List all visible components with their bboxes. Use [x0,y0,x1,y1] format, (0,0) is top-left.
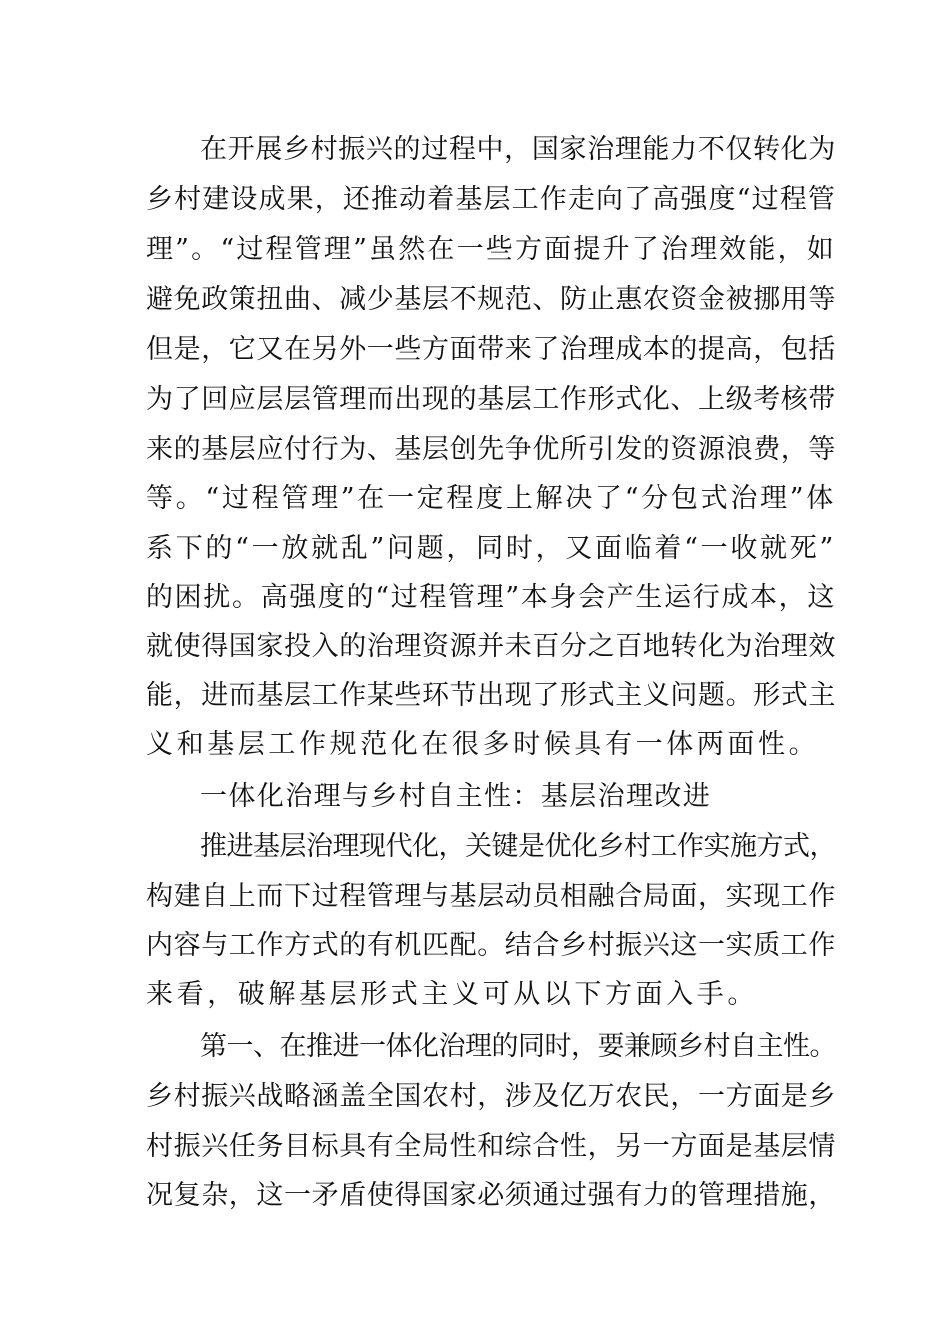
paragraph-3-line-3: 村振兴任务目标具有全局性和综合性，另一方面是基层情 [146,1131,836,1162]
paragraph-1-line-5: 但是，它又在另外一些方面带来了治理成本的提高，包括 [146,334,836,365]
paragraph-1-line-1: 在开展乡村振兴的过程中，国家治理能力不仅转化为 [200,134,836,165]
paragraph-1-line-7: 来的基层应付行为、基层创先争优所引发的资源浪费，等 [146,434,836,465]
paragraph-3-line-1: 第一、在推进一体化治理的同时，要兼顾乡村自主性。 [200,1031,836,1062]
paragraph-1-line-3: 理”。“过程管理”虽然在一些方面提升了治理效能，如 [146,234,836,265]
paragraph-1-line-8: 等。“过程管理”在一定程度上解决了“分包式治理”体 [146,483,836,514]
paragraph-2-line-4: 来看，破解基层形式主义可从以下方面入手。 [146,979,758,1010]
paragraph-2-line-3: 内容与工作方式的有机匹配。结合乡村振兴这一实质工作 [146,930,836,961]
paragraph-3-line-2: 乡村振兴战略涵盖全国农村，涉及亿万农民，一方面是乡 [146,1081,836,1112]
paragraph-1-line-13: 义和基层工作规范化在很多时候具有一体两面性。 [146,729,820,760]
paragraph-1-line-12: 能，进而基层工作某些环节出现了形式主义问题。形式主 [146,680,836,711]
paragraph-1-line-10: 的困扰。高强度的“过程管理”本身会产生运行成本，这 [146,582,836,613]
paragraph-1-line-11: 就使得国家投入的治理资源并未百分之百地转化为治理效 [146,631,836,662]
paragraph-1-line-9: 系下的“一放就乱”问题，同时，又面临着“一收就死” [146,533,836,564]
paragraph-2-line-1: 推进基层治理现代化，关键是优化乡村工作实施方式， [200,831,836,862]
paragraph-3-line-4: 况复杂，这一矛盾使得国家必须通过强有力的管理措施， [146,1180,836,1211]
paragraph-1-line-2: 乡村建设成果，还推动着基层工作走向了高强度“过程管 [146,184,836,215]
paragraph-1-line-6: 为了回应层层管理而出现的基层工作形式化、上级考核带 [146,384,836,415]
paragraph-1-line-4: 避免政策扭曲、减少基层不规范、防止惠农资金被挪用等 [146,284,836,315]
section-heading: 一体化治理与乡村自主性：基层治理改进 [200,781,712,812]
paragraph-2-line-2: 构建自上而下过程管理与基层动员相融合局面，实现工作 [146,881,836,912]
